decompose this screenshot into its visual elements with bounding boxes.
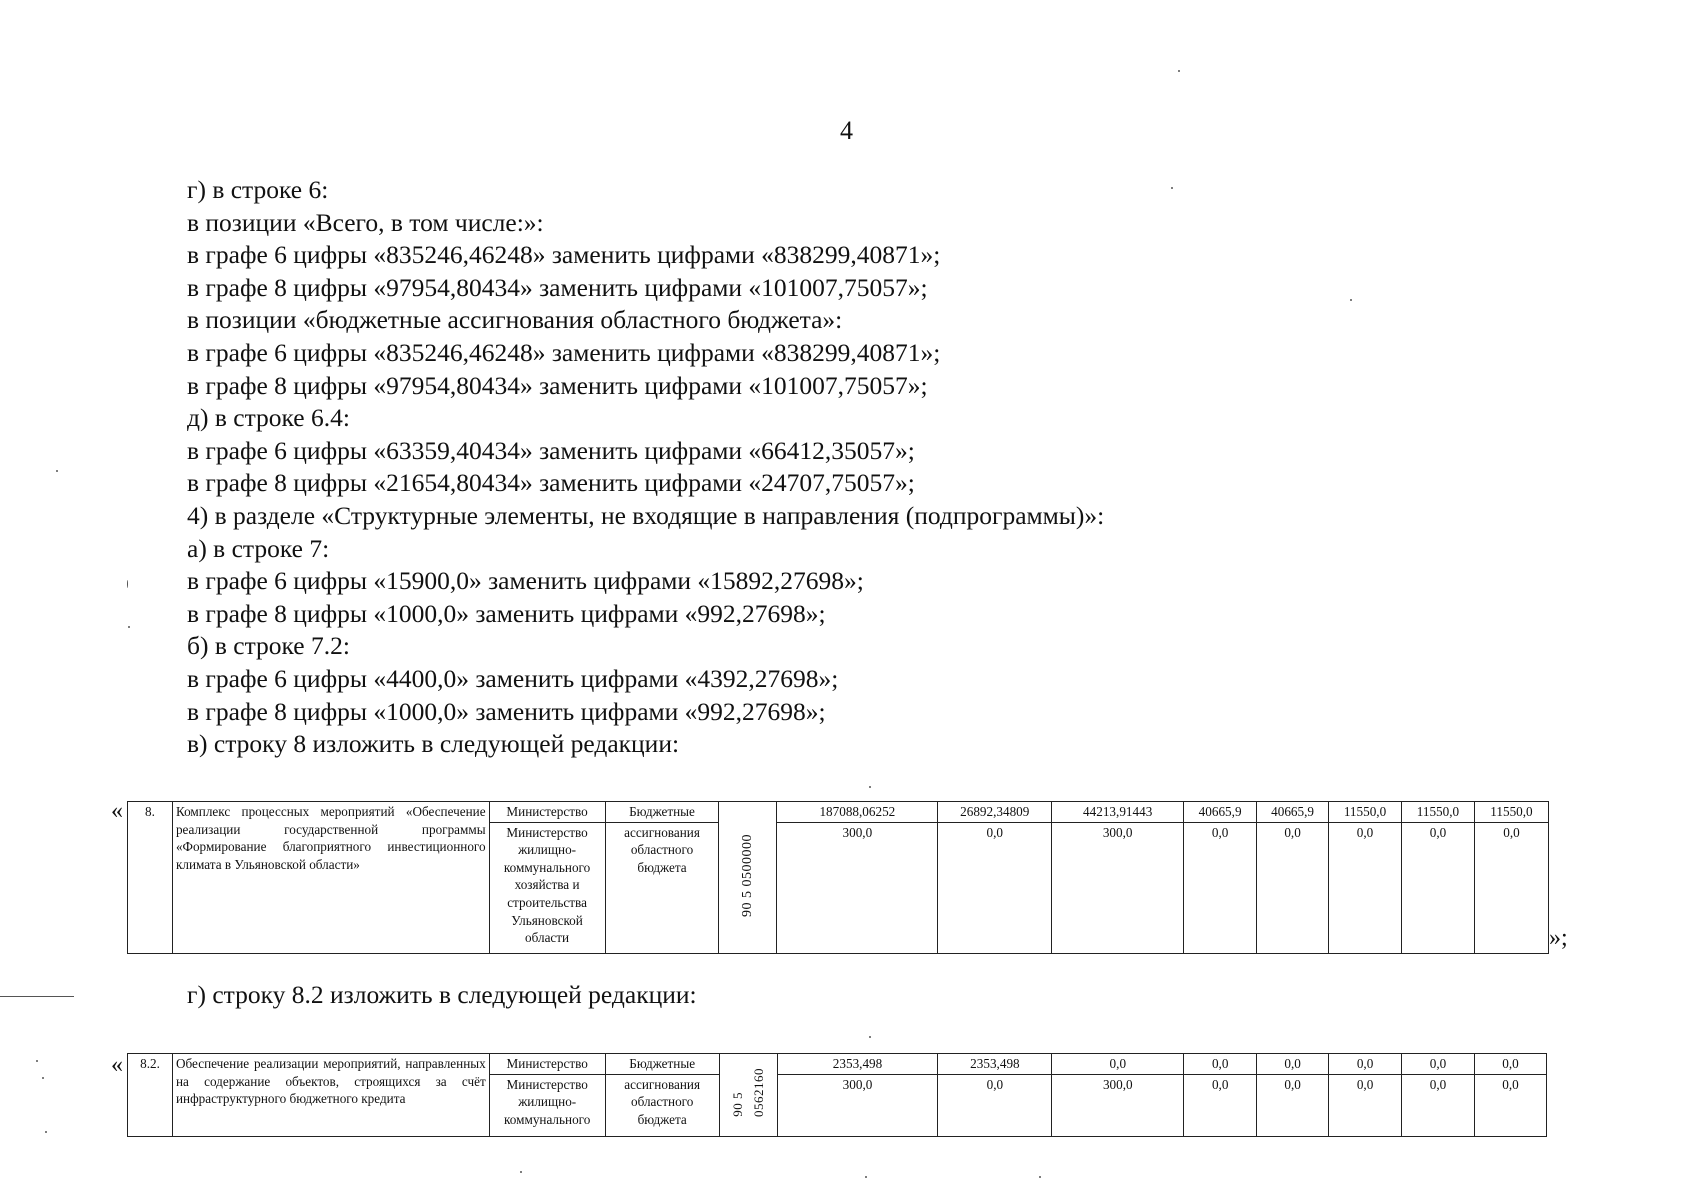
cell: 0,0	[1052, 1054, 1184, 1075]
executor-full: Министерство жилищно-коммунального	[489, 1074, 605, 1136]
scan-speck	[128, 626, 130, 628]
scan-speck	[36, 1060, 38, 1062]
text-line: в позиции «Всего, в том числе:»:	[187, 207, 544, 237]
scan-speck	[1350, 299, 1352, 301]
cell: 44213,91443	[1052, 802, 1184, 823]
table-row-8	[127, 801, 1549, 954]
measure-name: Комплекс процессных мероприятий «Обеспечение реализации государственной программы «Формирование благоприятного инвестиционного климата в Ульяновской области»	[172, 802, 489, 954]
executor-top: Министерство	[489, 1054, 605, 1075]
kbk-code-part: 0562160	[750, 1068, 766, 1117]
source-top: Бюджетные	[605, 1054, 719, 1075]
scan-speck	[45, 1131, 47, 1133]
text-line: в графе 6 цифры «15900,0» заменить цифрами «15892,27698»;	[187, 566, 864, 596]
cell: 0,0	[1401, 822, 1474, 953]
table-row-8-2	[127, 1053, 1547, 1137]
measure-name: Обеспечение реализации мероприятий, направленных на содержание объектов, строящихся за счёт инфраструктурного бюджетного кредита	[172, 1054, 489, 1137]
cell: 40665,9	[1257, 802, 1329, 823]
heading-row-8-2: г) строку 8.2 изложить в следующей редакции:	[187, 980, 697, 1009]
cell: 0,0	[938, 1074, 1052, 1136]
text-line: в графе 8 цифры «97954,80434» заменить цифрами «101007,75057»;	[187, 272, 928, 302]
source-top: Бюджетные	[605, 802, 719, 823]
cell: 0,0	[938, 822, 1052, 953]
cell: 0,0	[1474, 1054, 1546, 1075]
source-full: ассигнования областного бюджета	[605, 1074, 719, 1136]
kbk-code: 90 5 0500000	[740, 833, 756, 917]
cell: 40665,9	[1184, 802, 1257, 823]
cell: 0,0	[1402, 1054, 1475, 1075]
text-line: 4) в разделе «Структурные элементы, не входящие в направления (подпрограммы)»:	[187, 500, 1105, 530]
scan-speck	[42, 1077, 44, 1079]
kbk-code-part: 90 5	[729, 1092, 745, 1117]
row-number: 8.	[128, 802, 173, 954]
open-quote: «	[111, 798, 123, 824]
executor-top: Министерство	[489, 802, 605, 823]
cell: 11550,0	[1329, 802, 1402, 823]
cell: 0,0	[1402, 1074, 1475, 1136]
text-line: в позиции «бюджетные ассигнования областного бюджета»:	[187, 305, 843, 335]
divider	[0, 996, 74, 997]
text-line: в) строку 8 изложить в следующей редакции:	[187, 729, 680, 759]
scan-speck	[1178, 70, 1180, 72]
text-line: в графе 8 цифры «1000,0» заменить цифрами «992,27698»;	[187, 598, 826, 628]
scan-speck	[865, 1176, 867, 1178]
text-line: в графе 6 цифры «835246,46248» заменить цифрами «838299,40871»;	[187, 240, 941, 270]
open-quote: «	[111, 1052, 123, 1078]
page-number: 4	[840, 116, 853, 145]
source-full: ассигнования областного бюджета	[605, 822, 719, 953]
executor-full: Министерство жилищно-коммунального хозяйства и строительства Ульяновской области	[489, 822, 605, 953]
cell: 0,0	[1257, 1074, 1329, 1136]
scan-speck	[56, 470, 58, 472]
kbk-cell	[719, 1054, 777, 1137]
text-line: в графе 6 цифры «63359,40434» заменить цифрами «66412,35057»;	[187, 435, 915, 465]
text-line: в графе 8 цифры «97954,80434» заменить цифрами «101007,75057»;	[187, 370, 928, 400]
scan-speck	[1039, 1176, 1041, 1178]
cell: 0,0	[1329, 1054, 1402, 1075]
cell: 300,0	[777, 1074, 938, 1136]
row-number: 8.2.	[128, 1054, 173, 1137]
cell: 0,0	[1474, 822, 1548, 953]
scan-speck	[869, 1036, 871, 1038]
cell: 2353,498	[777, 1054, 938, 1075]
cell: 187088,06252	[777, 802, 938, 823]
text-line: г) в строке 6:	[187, 175, 329, 204]
amendment-text	[187, 174, 1607, 761]
cell: 0,0	[1257, 822, 1329, 953]
scan-speck	[520, 1171, 522, 1173]
cell: 0,0	[1257, 1054, 1329, 1075]
cell: 300,0	[1052, 822, 1184, 953]
kbk-cell	[719, 802, 777, 954]
cell: 0,0	[1329, 822, 1402, 953]
cell: 0,0	[1329, 1074, 1402, 1136]
text-line: в графе 6 цифры «4400,0» заменить цифрами «4392,27698»;	[187, 663, 839, 693]
cell: 0,0	[1184, 822, 1257, 953]
scan-speck	[869, 786, 871, 788]
text-line: в графе 8 цифры «1000,0» заменить цифрами «992,27698»;	[187, 696, 826, 726]
text-line: б) в строке 7.2:	[187, 631, 350, 661]
cell: 0,0	[1184, 1074, 1257, 1136]
cell: 2353,498	[938, 1054, 1052, 1075]
cell: 11550,0	[1401, 802, 1474, 823]
text-line: д) в строке 6.4:	[187, 403, 350, 433]
cell: 11550,0	[1474, 802, 1548, 823]
cell: 300,0	[777, 822, 938, 953]
text-line: а) в строке 7:	[187, 533, 330, 563]
scan-speck	[127, 580, 128, 588]
text-line: в графе 6 цифры «835246,46248» заменить цифрами «838299,40871»;	[187, 337, 941, 367]
cell: 26892,34809	[938, 802, 1052, 823]
cell: 0,0	[1184, 1054, 1257, 1075]
cell: 0,0	[1474, 1074, 1546, 1136]
text-line: в графе 8 цифры «21654,80434» заменить цифрами «24707,75057»;	[187, 468, 915, 498]
cell: 300,0	[1052, 1074, 1184, 1136]
close-quote: »;	[1549, 925, 1568, 951]
scan-speck	[1171, 187, 1173, 189]
